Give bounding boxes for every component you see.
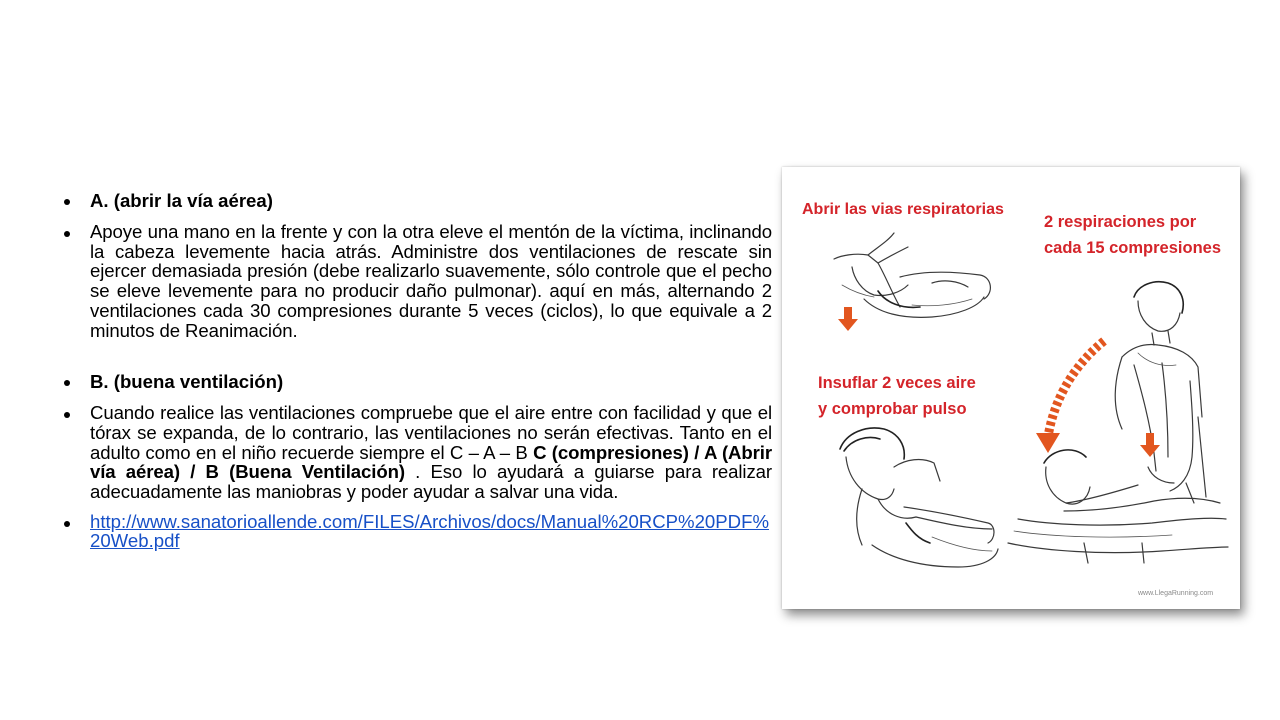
bullet-heading-b (62, 371, 772, 393)
cpr-illustration (782, 167, 1240, 609)
bullet-paragraph-b (62, 403, 772, 502)
bullet-list (62, 190, 772, 551)
cpr-illustration-drawing (782, 167, 1240, 609)
heading-a-text: A. (abrir la vía aérea) (90, 190, 273, 211)
caption-blow-line1: Insuflar 2 veces aire (818, 374, 976, 392)
caption-blow-line2: y comprobar pulso (818, 400, 967, 418)
paragraph-b-text-start: Cuando realice las ventilaciones compruebe que el aire entre con facilidad y que el tórax se expanda, de lo contrario, las ventilaciones no serán efectivas. Tanto en el adulto como en el niño recuerde siempre el C – A – B (90, 402, 772, 463)
heading-b-text: B. (buena ventilación) (90, 371, 284, 393)
manual-pdf-link[interactable]: http://www.sanatorioallende.com/FILES/Archivos/docs/Manual%20RCP%20PDF%20Web.pdf (90, 510, 769, 552)
caption-ratio-line1: 2 respiraciones por (1044, 213, 1197, 231)
watermark: www.LlegaRunning.com (1138, 590, 1214, 597)
caption-open-airway: Abrir las vias respiratorias (802, 201, 1004, 218)
paragraph-b-bold-text: C (compresiones) / A (Abrir vía aérea) / B (Buena Ventilación) (90, 441, 772, 483)
caption-ratio-line2: cada 15 compresiones (1044, 239, 1222, 257)
paragraph-a-text: Apoye una mano en la frente y con la otra eleve el mentón de la víctima, inclinando la cabeza levemente hacia atrás. Administre dos ventilaciones de rescate sin ejercer demasiada presión (debe realizarlo suavemente, sólo controle que el pecho se eleve levemente para no producir daño pulmonar). aquí en más, alternando 2 ventilaciones cada 30 compresiones durante 5 veces (ciclos), lo que equivale a 2 minutos de Reanimación. (90, 221, 772, 341)
bullet-paragraph-a (62, 222, 772, 340)
paragraph-b-text-end: . Eso lo ayudará a guiarse para realizar adecuadamente las maniobras y poder ayudar a salvar una vida. (90, 461, 772, 503)
bullet-heading-a (62, 190, 772, 212)
bullet-link (62, 512, 772, 551)
